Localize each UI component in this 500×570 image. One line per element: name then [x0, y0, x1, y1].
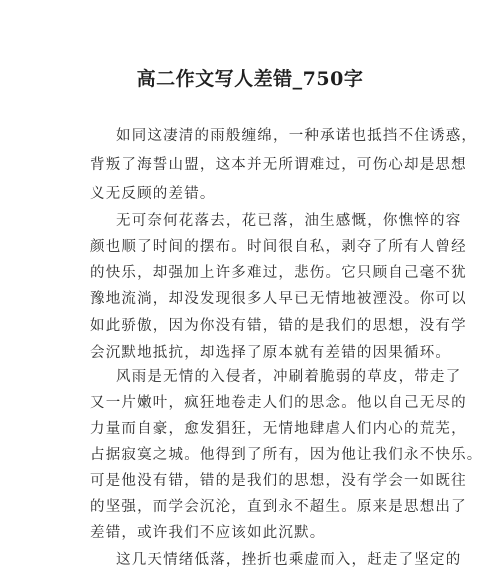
paragraph-3-line-3: 力量而自豪，愈发猖狂，无情地肆虐人们内心的荒芜，	[90, 421, 467, 437]
paragraph-2-line-6: 会沉默地抵抗，却选择了原本就有差错的因果循环。	[90, 345, 452, 361]
paragraph-1-line-3: 义无反顾的差错。	[90, 186, 216, 202]
paragraph-2-line-3: 的快乐，却强加上许多难过，悲伤。它只顾自己毫不犹	[90, 265, 467, 281]
paragraph-3-line-1: 风雨是无情的入侵者，冲刷着脆弱的草皮，带走了	[116, 369, 462, 385]
paragraph-3-line-7: 差错，或许我们不应该如此沉默。	[90, 525, 326, 541]
paragraph-2-line-4: 豫地流淌，却没发现很多人早已无情地被湮没。你可以	[90, 291, 467, 307]
paragraph-1-line-1: 如同这凄清的雨般缠绵，一种承诺也抵挡不住诱惑，	[116, 128, 478, 144]
paragraph-1-line-2: 背叛了海誓山盟，这本并无所谓难过，可伤心却是思想	[90, 157, 467, 173]
paragraph-2-line-5: 如此骄傲，因为你没有错，错的是我们的思想，没有学	[90, 318, 467, 334]
paragraph-3-line-2: 又一片嫩叶，疯狂地卷走人们的思念。他以自己无尽的	[90, 395, 467, 411]
document-title: 高二作文写人差错_750字	[136, 68, 364, 90]
paragraph-3-line-6: 的坚强，而学会沉沦，直到永不超生。原来是思想出了	[90, 499, 467, 515]
paragraph-3-line-4: 占据寂寞之城。他得到了所有，因为他让我们永不快乐。	[90, 447, 483, 463]
paragraph-3-line-5: 可是他没有错，错的是我们的思想，没有学会一如既往	[90, 473, 467, 489]
paragraph-2-line-2: 颜也顺了时间的摆布。时间很自私，剥夺了所有人曾经	[90, 239, 467, 255]
paragraph-4-line-1: 这几天情绪低落，挫折也乘虚而入，赶走了坚定的	[116, 552, 462, 568]
paragraph-2-line-1: 无可奈何花落去，花已落，油生感慨，你憔悴的容	[116, 213, 462, 229]
